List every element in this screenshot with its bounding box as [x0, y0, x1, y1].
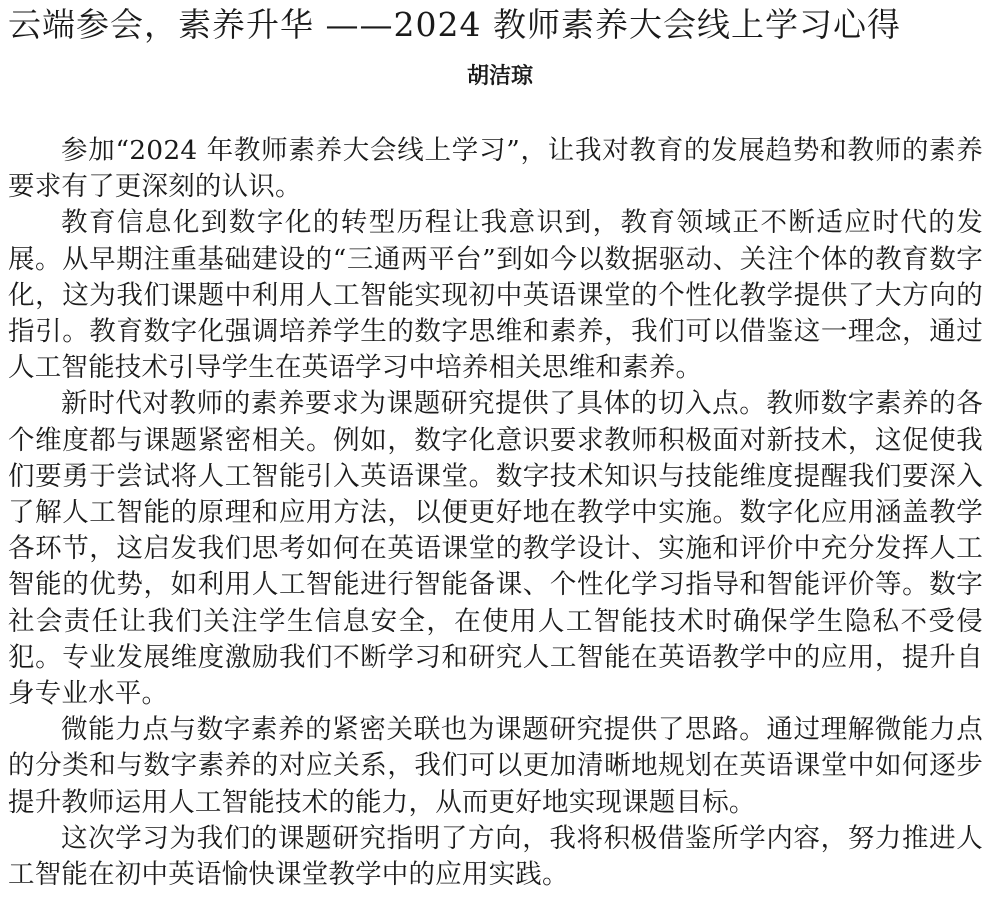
paragraph-3: 新时代对教师的素养要求为课题研究提供了具体的切入点。教师数字素养的各个维度都与课题紧密相关。例如，数字化意识要求教师积极面对新技术，这促使我们要勇于尝试将人工智能引入英语课堂。数字技术知识与技能维度提醒我们要深入了解人工智能的原理和应用方法，以便更好地在教学中实施。数字化应用涵盖教学各环节，这启发我们思考如何在英语课堂的教学设计、实施和评价中充分发挥人工智能的优势，如利用人工智能进行智能备课、个性化学习指导和智能评价等。数字社会责任让我们关注学生信息安全，在使用人工智能技术时确保学生隐私不受侵犯。专业发展维度激励我们不断学习和研究人工智能在英语教学中的应用，提升自身专业水平。: [8, 388, 983, 710]
paragraph-2: 教育信息化到数字化的转型历程让我意识到，教育领域正不断适应时代的发展。从早期注重基础建设的“三通两平台”到如今以数据驱动、关注个体的教育数字化，这为我们课题中利用人工智能实现初中英语课堂的个性化教学提供了大方向的指引。教育数字化强调培养学生的数字思维和素养，我们可以借鉴这一理念，通过人工智能技术引导学生在英语学习中培养相关思维和素养。: [8, 207, 983, 384]
document-title: 云端参会，素养升华 ——2024 教师素养大会线上学习心得: [8, 5, 901, 44]
document-body: [8, 133, 983, 893]
paragraph-5: 这次学习为我们的课题研究指明了方向，我将积极借鉴所学内容，努力推进人工智能在初中英语愉快课堂教学中的应用实践。: [8, 822, 983, 891]
author-name: 胡洁琼: [466, 64, 533, 89]
paragraph-1: 参加“2024 年教师素养大会线上学习”，让我对教育的发展趋势和教师的素养要求有了更深刻的认识。: [8, 135, 983, 203]
paragraph-4: 微能力点与数字素养的紧密关联也为课题研究提供了思路。通过理解微能力点的分类和与数字素养的对应关系，我们可以更加清晰地规划在英语课堂中如何逐步提升教师运用人工智能技术的能力，从而更好地实现课题目标。: [8, 714, 983, 818]
